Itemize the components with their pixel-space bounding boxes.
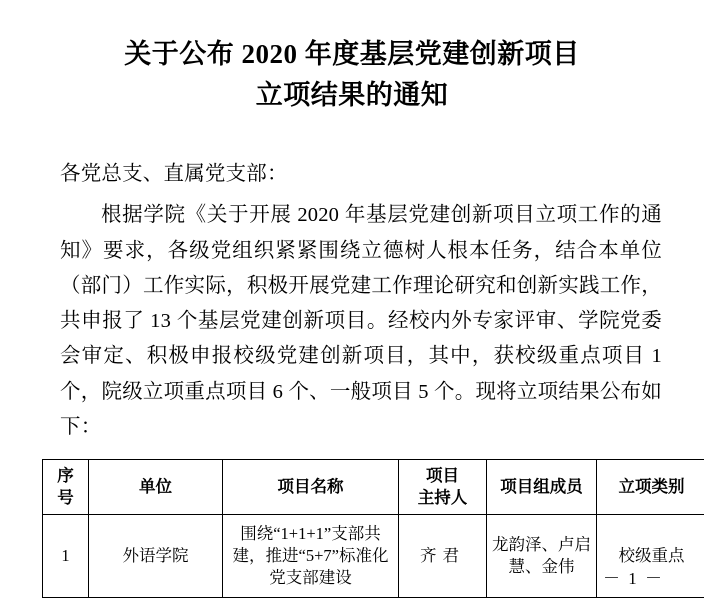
page-number: － 1 － bbox=[603, 569, 664, 588]
page-title-line-2: 立项结果的通知 bbox=[255, 79, 449, 110]
table-header-unit: 单位 bbox=[89, 460, 223, 515]
table-header-host-line-2: 主持人 bbox=[417, 488, 468, 507]
table-header-seq-line-1: 序 bbox=[57, 465, 74, 485]
document-body bbox=[36, 157, 668, 445]
table-header-seq-line-2: 号 bbox=[57, 488, 74, 507]
table-header-host-line-1: 项目 bbox=[426, 465, 459, 485]
page-title bbox=[36, 34, 668, 115]
cell-seq: 1 bbox=[43, 515, 89, 598]
cell-type: 校级重点 bbox=[597, 515, 704, 598]
page-title-line-1: 关于公布 2020 年度基层党建创新项目 bbox=[124, 39, 580, 69]
salutation: 各党总支、直属党支部： bbox=[60, 163, 288, 185]
table-header-members: 项目组成员 bbox=[487, 460, 597, 515]
table-header-host bbox=[399, 460, 487, 515]
table-header-seq bbox=[43, 460, 89, 515]
cell-unit: 外语学院 bbox=[89, 515, 223, 598]
cell-project-name: 围绕“1+1+1”支部共建，推进“5+7”标准化党支部建设 bbox=[223, 515, 399, 598]
table-header-row bbox=[43, 460, 704, 515]
table-header-type: 立项类别 bbox=[597, 460, 704, 515]
cell-host: 齐君 bbox=[399, 515, 487, 598]
cell-members: 龙韵泽、卢启慧、金伟 bbox=[487, 515, 597, 598]
table-header-name: 项目名称 bbox=[223, 460, 399, 515]
body-paragraph: 根据学院《关于开展 2020 年基层党建创新项目立项工作的通知》要求，各级党组织紧紧围绕立德树人根本任务，结合本单位（部门）工作实际，积极开展党建工作理论研究和创新实践工作，共申报了 13 个基层党建创新项目。经校内外专家评审、学院党委会审定、积极申报校级党建创新项目，其中，获校级重点项目 1 个，院级立项重点项目 6 个、一般项目 5 个。现将立项结果公布如下： bbox=[60, 204, 662, 438]
